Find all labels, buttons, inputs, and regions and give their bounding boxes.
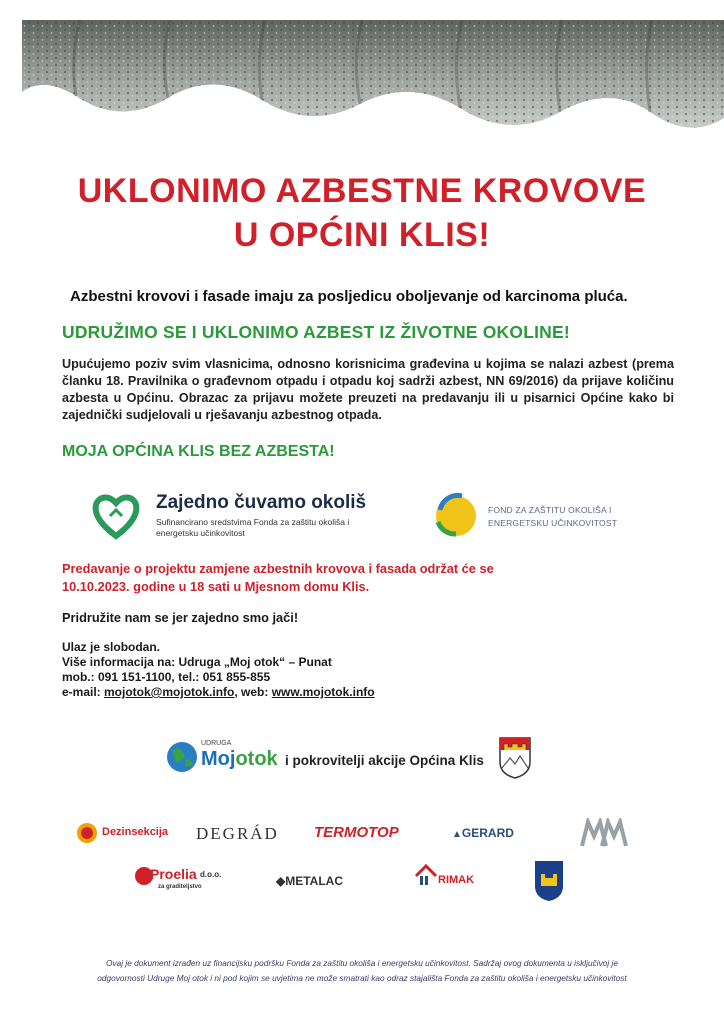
fond-line2: ENERGETSKU UČINKOVITOST <box>488 518 618 528</box>
zajedno-subtitle: Sufinancirano sredstvima Fonda za zaštitu okoliša i energetsku učinkovitost <box>156 517 350 538</box>
dezinsekcija-name: Dezinsekcija <box>102 826 169 838</box>
join-text: Pridružite nam se jer zajedno smo jači! <box>62 610 299 625</box>
organizer-name-moj: Moj <box>201 748 236 770</box>
sponsor-gerard <box>452 826 514 840</box>
asbestos-roof-image <box>0 0 724 140</box>
fond-emblem-icon <box>432 490 480 538</box>
zajedno-title: Zajedno čuvamo okoliš <box>156 492 367 513</box>
gerard-triangle-icon: ▲ <box>452 829 462 840</box>
contact-phones: mob.: 091 151-1100, tel.: 051 855-855 <box>62 670 271 684</box>
footer-line1: Ovaj je dokument izrađen uz financijsku podršku Fonda za zaštitu okoliša i energetsku učinkovitost. Sadržaj ovog dokumenta u isključivoj je <box>106 958 618 968</box>
slogan-klis: MOJA OPĆINA KLIS BEZ AZBESTA! <box>62 443 335 460</box>
sponsor-mm-logo <box>580 818 630 848</box>
fond-logo <box>432 488 672 548</box>
intro-text: Azbestni krovovi i fasade imaju za posljedicu oboljevanje od karcinoma pluća. <box>70 288 628 305</box>
contact-free-entry: Ulaz je slobodan. <box>62 640 161 654</box>
zajedno-logo <box>90 488 420 548</box>
organizer-name <box>201 748 278 771</box>
proelia-name: Proelia <box>150 866 197 882</box>
organizer-udruga: UDRUGA <box>201 740 232 747</box>
metalac-name: METALAC <box>285 874 344 888</box>
proelia-subtitle: za graditeljstvo <box>158 884 202 890</box>
main-title-line1: UKLONIMO AZBESTNE KROVOVE <box>77 172 647 210</box>
footer-disclaimer <box>30 956 694 986</box>
globe-icon <box>165 740 199 774</box>
contact-block <box>62 640 375 700</box>
lecture-announcement <box>62 560 562 596</box>
recycle-heart-icon <box>90 490 142 542</box>
klis-coat-of-arms-icon <box>498 736 532 780</box>
fond-line1: FOND ZA ZAŠTITU OKOLIŠA I <box>488 505 612 515</box>
rimak-name: RIMAK <box>438 874 475 886</box>
slogan-unite: UDRUŽIMO SE I UKLONIMO AZBEST IZ ŽIVOTNE OKOLINE! <box>62 322 570 342</box>
contact-web-line <box>62 685 375 700</box>
organizer-name-otok: otok <box>235 748 278 770</box>
sponsor-termotop: TERMOTOP <box>314 824 399 841</box>
email-label: e-mail: <box>62 685 105 699</box>
sponsor-coat-of-arms-icon <box>534 860 564 902</box>
sponsor-rimak <box>414 864 484 894</box>
email-link[interactable]: mojotok@mojotok.info <box>104 685 235 699</box>
body-paragraph: Upućujemo poziv svim vlasnicima, odnosno korisnicima građevina u kojima se nalazi azbest (prema članku 18. Pravilnika o građevnom otpadu i otpadu koj sadrži azbest, NN 69/2016) da prijave količinu azbesta u Općinu. Obrazac za prijavu možete preuzeti na predavanju ili u pisarnici Općine kako bi zajednički sudjelovali u rješavanju azbestnog otpada. <box>62 357 674 422</box>
dezinsekcija-logo-icon <box>76 822 98 844</box>
fond-text <box>488 504 668 530</box>
sponsor-proelia <box>134 864 234 894</box>
footer-line2: odgovornosti Udruge Moj otok i ni pod kojim se uvjetima ne može smatrati kao odraz stajališta Fonda za zaštitu okoliša i energetsku učinkovitost <box>97 973 627 983</box>
lecture-line1: Predavanje o projektu zamjene azbestnih krovova i fasada održat će se <box>62 561 494 576</box>
rimak-roof-icon <box>414 864 438 886</box>
sponsor-metalac <box>276 874 343 888</box>
web-link[interactable]: www.mojotok.info <box>271 685 375 699</box>
organizer-text: i pokrovitelji akcije Općina Klis <box>285 753 484 768</box>
main-title-line2: U OPĆINI KLIS! <box>233 216 491 254</box>
sponsor-degrad: DEGRÁD <box>196 824 279 843</box>
contact-info: Više informacija na: Udruga „Moj otok“ – Punat <box>62 655 332 669</box>
metalac-diamond-icon: ◆ <box>276 874 286 888</box>
proelia-suffix: d.o.o. <box>200 870 222 879</box>
gerard-name: GERARD <box>461 826 514 840</box>
lecture-line2: 10.10.2023. godine u 18 sati u Mjesnom domu Klis. <box>62 579 370 594</box>
web-label: , web: <box>234 685 272 699</box>
